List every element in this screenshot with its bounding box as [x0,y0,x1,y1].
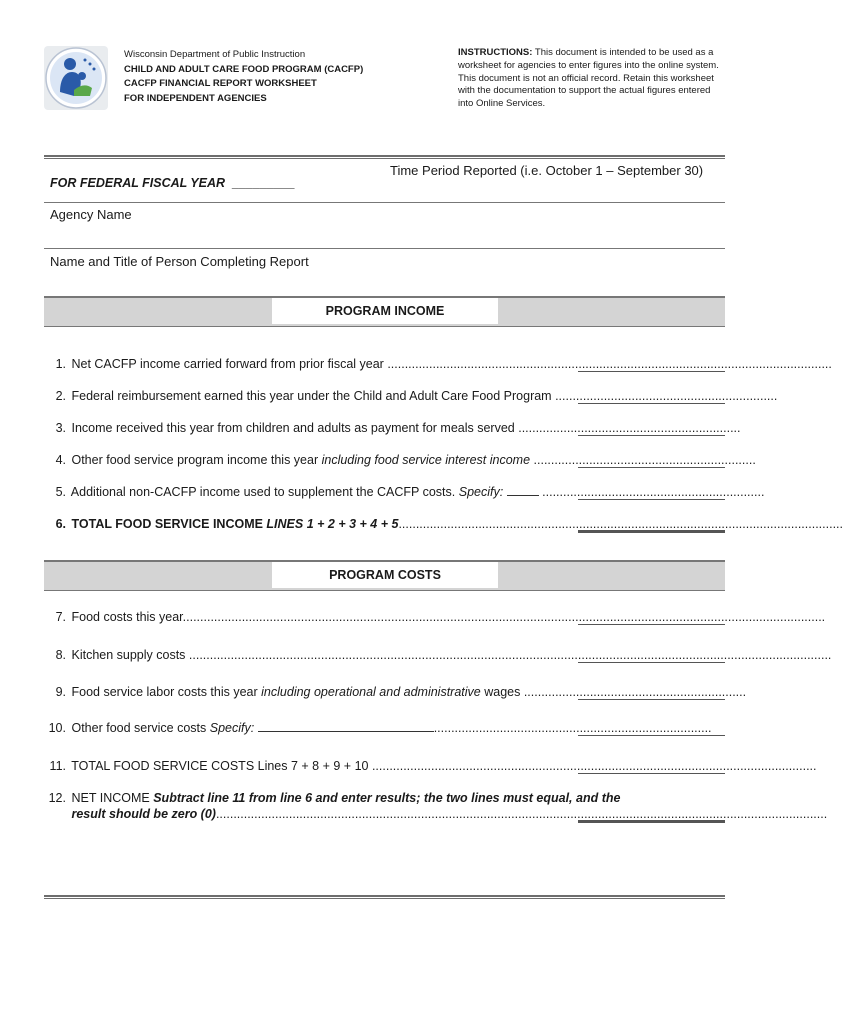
line-label: NET INCOME [71,791,154,805]
line-number: 12. [48,791,66,805]
line-label: Net CACFP income carried forward from prior fiscal year [71,357,384,371]
program-title: CHILD AND ADULT CARE FOOD PROGRAM (CACFP) [124,63,364,75]
line-number: 7. [55,610,66,624]
program-income-header [44,296,725,327]
line-number: 1. [55,357,66,371]
line-item-8: 8. Kitchen supply costs ......................................................................................................................................................................................... [44,648,574,662]
agency-name-text: Wisconsin Department of Public Instruction [124,49,306,60]
line-item-11: 11. TOTAL FOOD SERVICE COSTS Lines 7 + 8 + 9 + 10 ................................................................................................................................ [44,759,574,773]
line-label: Kitchen supply costs [71,648,186,662]
answer-line-4[interactable] [578,467,725,468]
answer-line-2[interactable] [578,403,725,404]
dpi-logo-icon [44,46,108,110]
line-label-instruction: result should be zero (0) [71,807,216,821]
section-title: PROGRAM INCOME [272,298,498,324]
line-item-2: 2. Federal reimbursement earned this year under the Child and Adult Care Food Program ................................................................ [44,389,574,403]
line-number: 8. [55,648,66,662]
answer-line-8[interactable] [578,662,725,663]
answer-line-6[interactable] [578,530,725,533]
agency-name-field[interactable]: Agency Name [50,207,132,222]
line-label: Food service labor costs this year [71,685,262,699]
line-number: 4. [55,453,66,467]
answer-line-11[interactable] [578,773,725,774]
fiscal-year-field[interactable] [50,176,295,190]
answer-line-3[interactable] [578,435,725,436]
line-label-instruction: Subtract line 11 from line 6 and enter results; the two lines must equal, and the [153,791,621,805]
line-item-6: 6. TOTAL FOOD SERVICE INCOME LINES 1 + 2 + 3 + 4 + 5................................................................................................................................ [44,517,574,531]
line-item-5: 5. Additional non-CACFP income used to supplement the CACFP costs. Specify: ................................................................ [44,485,574,499]
line-label: Food costs this year [71,610,183,624]
line-item-12-cont: result should be zero (0)................................................................................................................................................................................ [71,807,828,821]
line-label: Other food service costs [71,721,210,735]
line-label-formula: LINES 1 + 2 + 3 + 4 + 5 [266,517,399,531]
specify-label: Specify: [458,485,504,499]
specify-label: Specify: [209,721,255,735]
instructions-text: This document is intended to be used as a worksheet for agencies to enter figures into the online system. This document is not an official record. Retain this worksheet with the documentation to support the actual figures entered into Online Services. [458,47,719,110]
answer-line-1[interactable] [578,371,725,372]
line-label: Federal reimbursement earned this year under the Child and Adult Care Food Program [71,389,552,403]
line-label: Income received this year from children and adults as payment for meals served [71,421,515,435]
line-label: TOTAL FOOD SERVICE INCOME [71,517,267,531]
line-item-10: 10. Other food service costs Specify: ................................................................................ [44,721,574,735]
fiscal-year-label: FOR FEDERAL FISCAL YEAR [50,176,226,190]
line-label: Additional non-CACFP income used to supplement the CACFP costs. [70,485,459,499]
section-title: PROGRAM COSTS [272,562,498,588]
specify-blank[interactable] [258,721,434,732]
line-number: 3. [55,421,66,435]
fiscal-year-blank: _________ [232,176,296,190]
header-block [124,48,363,106]
line-number: 11. [49,759,66,773]
line-number: 10. [48,721,66,735]
line-item-7: 7. Food costs this year......................................................................................................................................................................................... [44,610,574,624]
line-item-12 [44,791,621,805]
divider-rule [44,202,725,203]
bottom-rule [44,895,725,899]
line-label: TOTAL FOOD SERVICE COSTS Lines 7 + 8 + 9 + 10 [71,759,369,773]
worksheet-title: CACFP FINANCIAL REPORT WORKSHEET [124,78,317,89]
line-label-italic: including operational and administrative [261,685,481,699]
instructions-label: INSTRUCTIONS: [458,47,533,58]
specify-blank[interactable] [507,485,539,496]
answer-line-12[interactable] [578,820,725,823]
time-period-label: Time Period Reported (i.e. October 1 – September 30) [390,163,704,178]
divider-rule [44,248,725,249]
answer-line-9[interactable] [578,699,725,700]
line-number: 6. [55,517,66,531]
top-rule [44,155,725,159]
audience-title: FOR INDEPENDENT AGENCIES [124,92,267,104]
line-item-1: 1. Net CACFP income carried forward from prior fiscal year ................................................................................................................................ [44,357,574,371]
instructions [458,47,728,111]
line-number: 2. [55,389,66,403]
line-number: 9. [55,685,66,699]
line-item-4: 4. Other food service program income this year including food service interest income ................................................................ [44,453,574,467]
line-label-italic: including food service interest income [321,453,531,467]
line-label: Other food service program income this year [71,453,322,467]
line-item-9: 9. Food service labor costs this year including operational and administrative wages ................................................................ [44,685,574,699]
answer-line-7[interactable] [578,624,725,625]
line-number: 5. [55,485,66,499]
program-costs-header [44,560,725,591]
answer-line-5[interactable] [578,499,725,500]
dpi-logo [44,46,108,110]
person-field[interactable]: Name and Title of Person Completing Report [50,254,309,269]
answer-line-10[interactable] [578,735,725,736]
line-label-tail: wages [480,685,521,699]
line-item-3: 3. Income received this year from children and adults as payment for meals served ................................................................ [44,421,574,435]
